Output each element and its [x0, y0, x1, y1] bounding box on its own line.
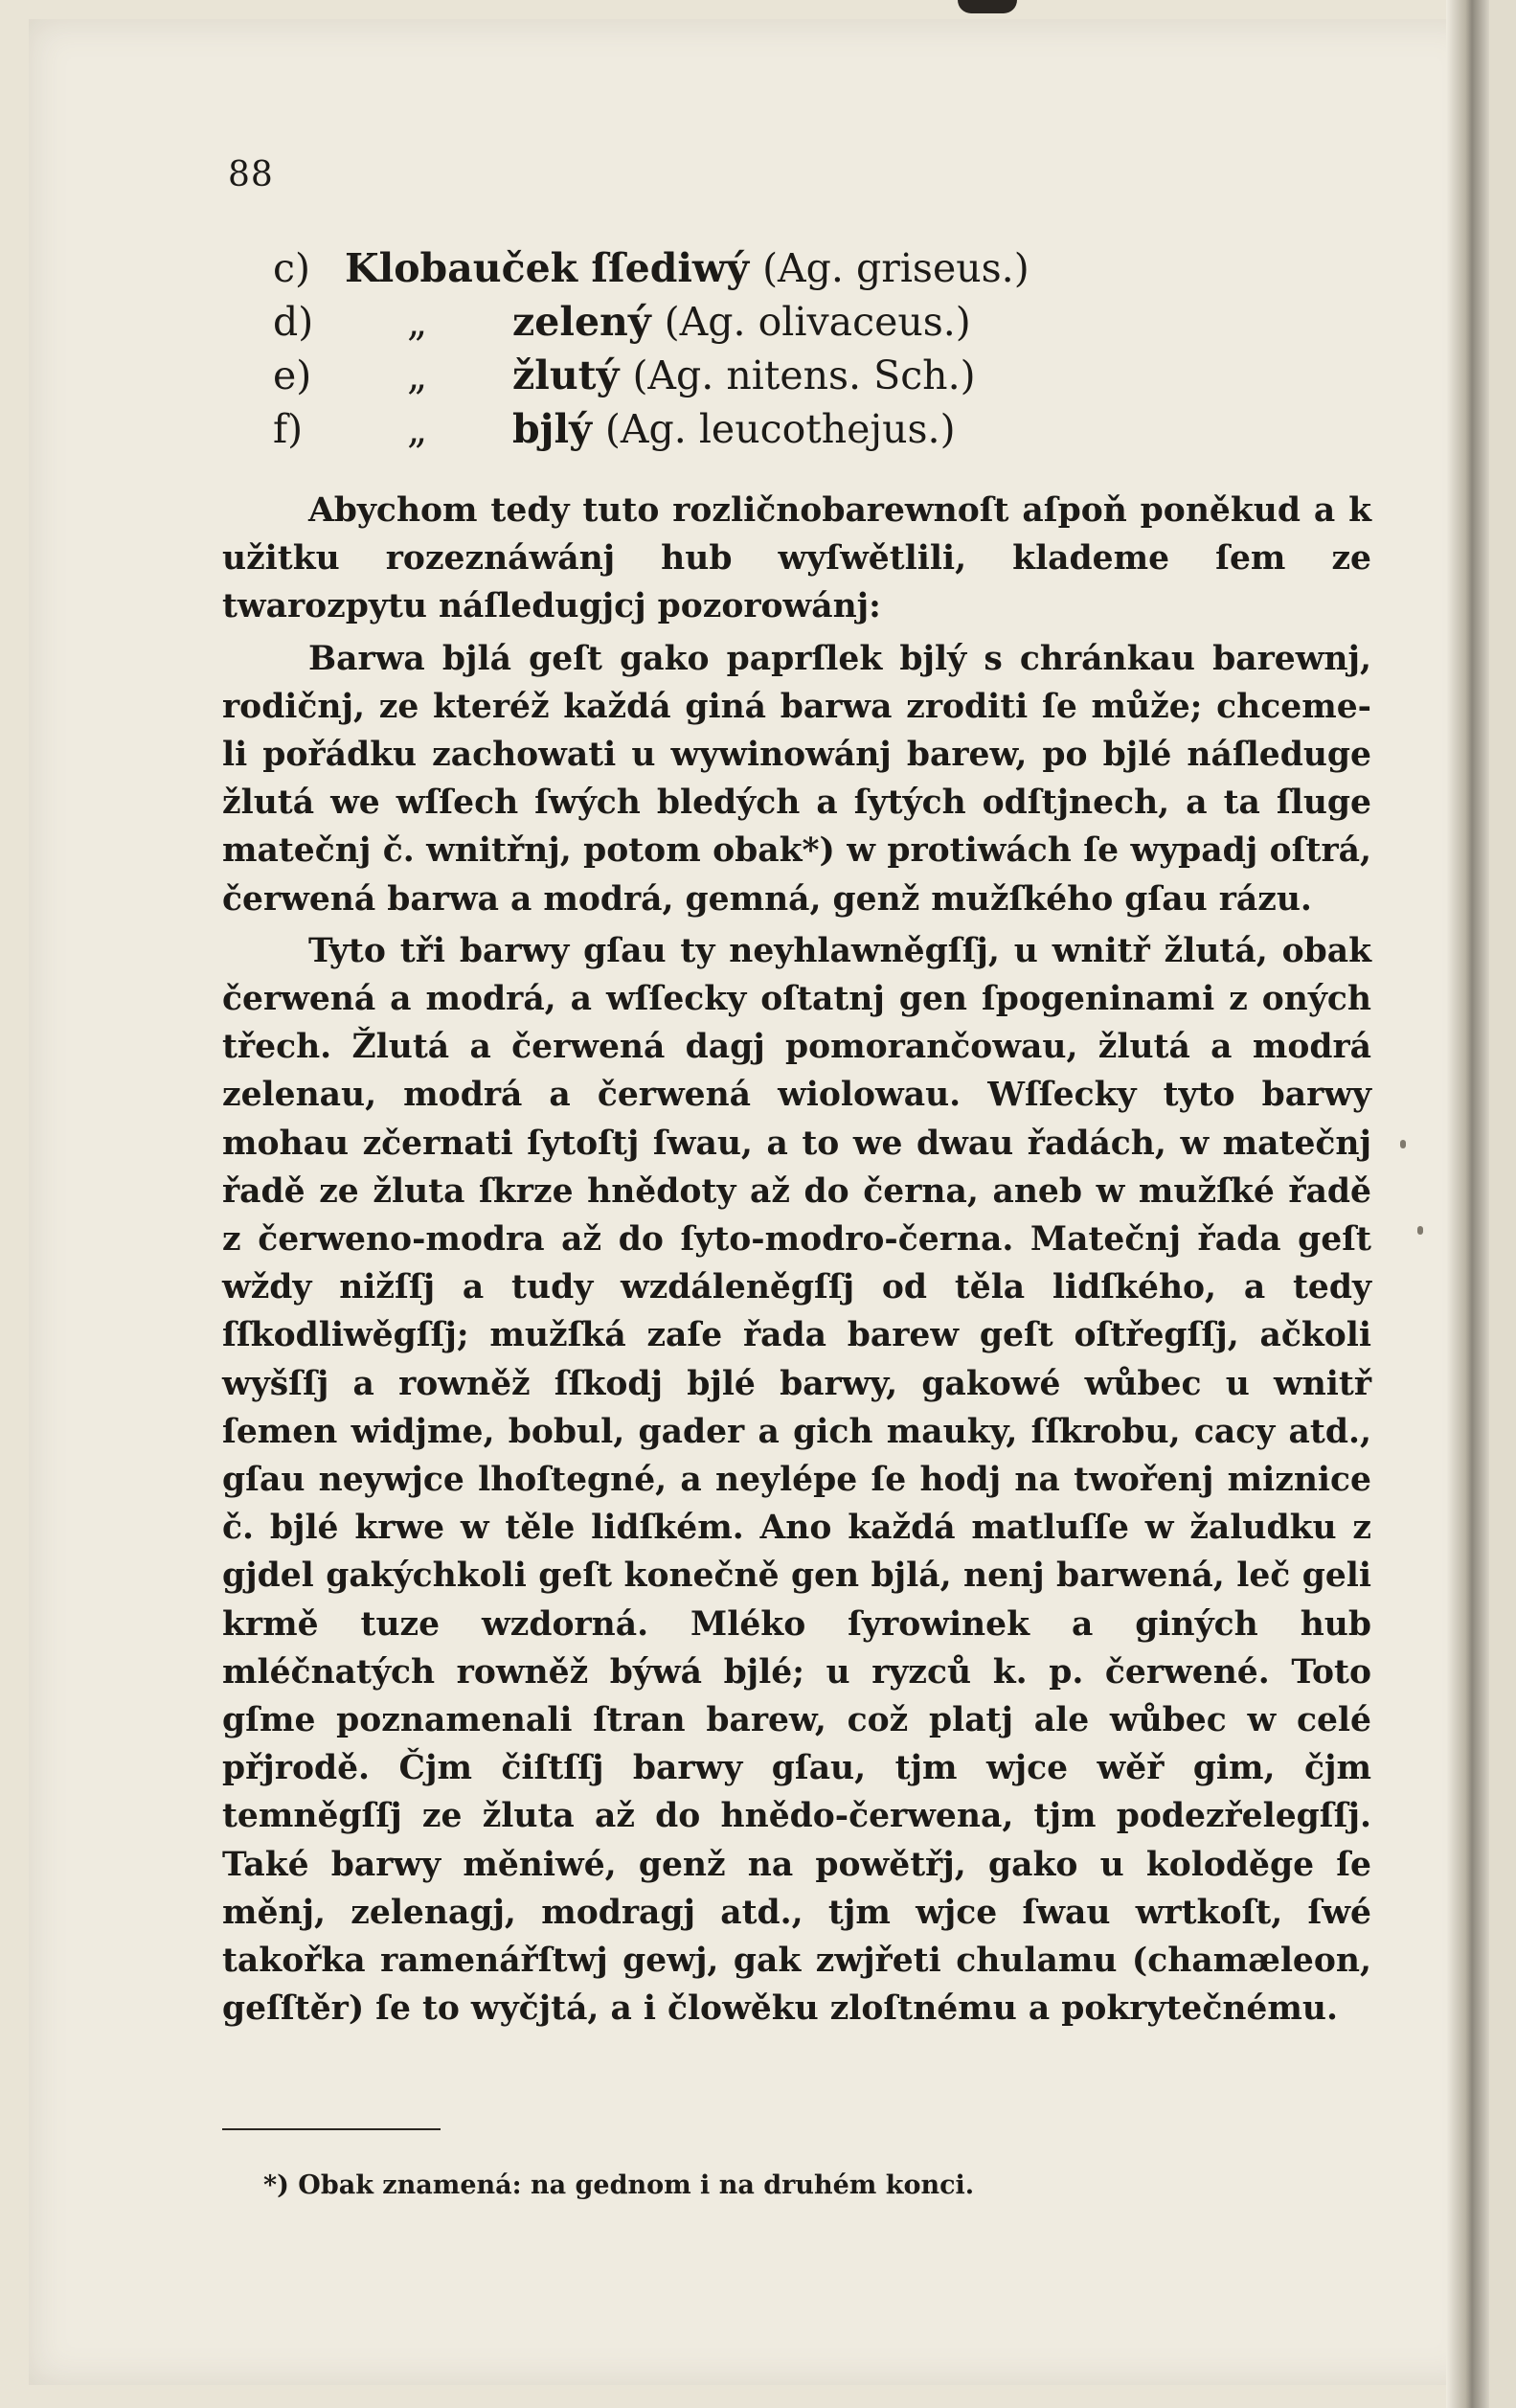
page-number: 88: [228, 155, 274, 194]
latin-name: (Ag. griseus.): [762, 245, 1030, 291]
next-page-edge: [1489, 0, 1516, 2408]
ditto-mark: „: [407, 406, 428, 452]
paragraph: Tyto tři barwy gſau ty neyhlawněgſſj, u wnitř žlutá, obak čerwená a modrá, a wſſecky oſtatnj gen ſpogeninami z oných třech. Žlutá a čerwená dagj pomorančowau, žlutá a modrá zelenau, modrá a čerwená wiolowau. Wſſecky tyto barwy mohau zčernati ſytoſtj ſwau, a to we dwau řadách, w matečnj řadě ze žluta ſkrze hnědoty až do černa, aneb w mužſké řadě z čerweno-modra až do ſyto-modro-černa. Matečnj řada geſt wždy nižſſj a tudy wzdáleněgſſj od těla lidſkého, a tedy ſſkodliwěgſſj; mužſká zaſe řada barew geſt oſtřegſſj, ačkoli wyšſſj a rowněž ſſkodj bjlé barwy, gakowé wůbec u wnitř ſemen widjme, bobul, gader a gich mauky, ſſkrobu, cacy atd., gſau neywjce lhoſtegné, a neylépe ſe hodj na twořenj miznice č. bjlé krwe w těle lidſkém. Ano každá matluſſe w žaludku z gjdel gakýchkoli geſt konečně gen bjlá, nenj barwená, leč geli krmě tuze wzdorná. Mléko ſyrowinek a giných hub mléčnatých rowněž býwá bjlé; u ryzců k. p. čerwené. Toto gſme poznamenali ſtran barew, což platj ale wůbec w celé přjrodě. Čjm čiſtſſj barwy gſau, tjm wjce wěř gim, čjm temněgſſj ze žluta až do hnědo-čerwena, tjm podezřelegſſj. Také barwy měniwé, genž na powětřj, gako u koloděge ſe měnj, zelenagj, modragj atd., tjm wjce ſwau wrtkoſt, ſwé takořka ramenářſtwj gewj, gak zwjřeti chulamu (chamæleon, geſſtěr) ſe to wyčjtá, a i člowěku zloſtnému a pokrytečnému.: [222, 931, 1371, 2029]
item-letter: c): [273, 245, 310, 291]
latin-name: (Ag. leucothejus.): [604, 406, 956, 452]
item-letter: d): [273, 299, 314, 345]
paragraph: Abychom tedy tuto rozličnobarewnoſt aſpoň poněkud a k užitku rozeznáwánj hub wyſwětlili, klademe ſem ze twarozpytu náſledugjcj pozorowánj:: [222, 491, 1371, 626]
item-letter: f): [273, 406, 304, 452]
list-item: [273, 241, 1030, 295]
list-item: [273, 402, 1030, 456]
body-text: [222, 487, 1371, 2033]
page-gutter: [1446, 0, 1489, 2408]
latin-name: (Ag. nitens. Sch.): [632, 352, 976, 398]
species-list: [273, 241, 1030, 456]
paragraph: Barwa bjlá geſt gako paprſlek bjlý s chránkau barewnj, rodičnj, ze kteréž každá giná barwa zroditi ſe může; chceme-li pořádku zachowati u wywinowánj barew, po bjlé náſleduge žlutá we wſſech ſwých bledých a ſytých odſtjnech, a ta ſluge matečnj č. wnitřnj, potom obak*) w protiwách ſe wypadj oſtrá, čerwená barwa a modrá, gemná, genž mužſkého gſau rázu.: [222, 639, 1371, 919]
ditto-mark: „: [407, 352, 428, 398]
ditto-mark: „: [407, 299, 428, 345]
list-item: [273, 349, 1030, 402]
footnote: *) Obak znamená: na gednom i na druhém konci.: [263, 2170, 975, 2200]
ink-speck: [1417, 1226, 1423, 1235]
list-item: [273, 295, 1030, 349]
species-name: Klobauček ſſediwý: [345, 245, 750, 291]
species-name: bjlý: [512, 406, 592, 452]
item-letter: e): [273, 352, 312, 398]
latin-name: (Ag. olivaceus.): [664, 299, 971, 345]
species-name: žlutý: [512, 352, 620, 398]
species-name: zelený: [512, 299, 651, 345]
ink-speck: [1400, 1140, 1406, 1148]
printer-mark: [958, 0, 1017, 13]
footnote-divider: [222, 2128, 441, 2130]
